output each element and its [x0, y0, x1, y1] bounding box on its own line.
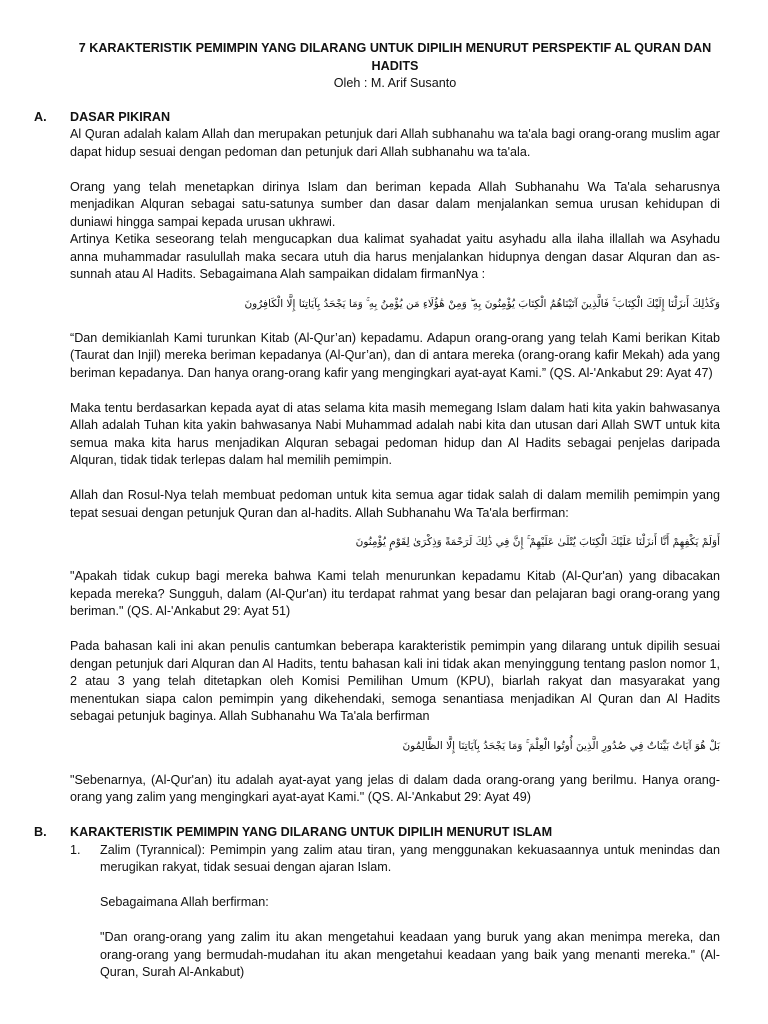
list-item-quote: "Dan orang-orang yang zalim itu akan mengetahui keadaan yang buruk yang akan menimpa mereka, dan orang-orang yang bermudah-mudahan itu akan mengetahui keadaan yang baik yang menanti mereka." (Al-Quran, Surah Al-Ankabut)	[100, 930, 720, 979]
paragraph: Artinya Ketika seseorang telah mengucapkan dua kalimat syahadat yaitu asyhadu alla ilaha illallah wa Asyhadu anna muhammadar rasulullah maka secara utuh dia harus menjalankan hidupnya dengan dasar Alquran dan as-sunnah atau Al Hadits. Sebagaimana Alah sampaikan didalam firmanNya :	[70, 232, 720, 281]
section-a-heading	[34, 109, 720, 127]
arabic-verse: أَوَلَمْ يَكْفِهِمْ أَنَّا أَنزَلْنَا عَلَيْكَ الْكِتَابَ يُتْلَىٰ عَلَيْهِمْ ۚ إِنَّ فِي ذَٰلِكَ لَرَحْمَةً وَذِكْرَىٰ لِقَوْمٍ يُؤْمِنُونَ	[355, 536, 720, 548]
list-item-subtext: Sebagaimana Allah berfirman:	[100, 895, 269, 909]
section-b-heading	[34, 824, 720, 842]
list-item-text: Zalim (Tyrannical): Pemimpin yang zalim atau tiran, yang menggunakan kekuasaannya untuk menindas dan merugikan rakyat, tidak sesuai dengan ajaran Islam.	[100, 842, 720, 874]
arabic-verse: وَكَذَٰلِكَ أَنزَلْنَا إِلَيْكَ الْكِتَابَ ۚ فَالَّذِينَ آتَيْنَاهُمُ الْكِتَابَ يُؤْمِنُونَ بِهِ ۖ وَمِنْ هَٰؤُلَاءِ مَن يُؤْمِنُ بِهِ ۚ وَمَا يَجْحَدُ بِآيَاتِنَا إِلَّا الْكَافِرُونَ	[244, 297, 720, 310]
list-item	[70, 842, 720, 982]
paragraph: Orang yang telah menetapkan dirinya Islam dan beriman kepada Allah Subhanahu Wa Ta'ala seharusnya menjadikan Alquran sebagai satu-satunya sumber dan dasar dalam menjalankan semua urusan kehidupan di duniawi hingga sampai kepada urusan ukhrawi.	[70, 179, 720, 229]
paragraph: "Apakah tidak cukup bagi mereka bahwa Kami telah menurunkan kepadamu Kitab (Al-Qur'an) yang dibacakan kepada mereka? Sungguh, dalam (Al-Qur'an) itu terdapat rahmat yang besar dan pelajaran bagi orang-orang yang beriman." (QS. Al-'Ankabut 29: Ayat 51)	[70, 569, 720, 618]
section-b-letter: B.	[34, 825, 47, 839]
paragraph: Allah dan Rosul-Nya telah membuat pedoman untuk kita semua agar tidak salah di dalam memilih pemimpin yang tepat sesuai dengan petunjuk Quran dan al-hadits. Allah Subhanahu Wa Ta'ala berfirman:	[70, 488, 720, 520]
paragraph: Maka tentu berdasarkan kepada ayat di atas selama kita masih memegang Islam dalam hati kita yakin bahwasanya Allah adalah Tuhan kita yakin bahwasanya Nabi Muhammad adalah nabi kita dan utusan dari Allah SWT untuk kita semua maka kita harus menjadikan Alquran sebagai pedoman hidup dan Al Hadits sebagai penjelas daripada Alquran, tidak tidak terlepas dalam hal memilih pemimpin.	[70, 400, 720, 467]
section-b-title: KARAKTERISTIK PEMIMPIN YANG DILARANG UNTUK DIPILIH MENURUT ISLAM	[70, 825, 553, 839]
section-a-title: DASAR PIKIRAN	[70, 109, 171, 124]
list-number: 1.	[70, 842, 81, 857]
arabic-verse: بَلْ هُوَ آيَاتٌ بَيِّنَاتٌ فِي صُدُورِ الَّذِينَ أُوتُوا الْعِلْمَ ۚ وَمَا يَجْحَدُ بِآيَاتِنَا إِلَّا الظَّالِمُونَ	[402, 739, 720, 752]
section-a-letter: A.	[34, 109, 47, 124]
document-title: 7 KARAKTERISTIK PEMIMPIN YANG DILARANG UNTUK DIPILIH MENURUT PERSPEKTIF AL QURAN DAN HADITS	[78, 41, 712, 73]
paragraph: “Dan demikianlah Kami turunkan Kitab (Al-Qur’an) kepadamu. Adapun orang-orang yang telah Kami berikan Kitab (Taurat dan Injil) mereka beriman kepadanya (Al-Qur’an), dan di antara mereka (orang-orang kafir Mekah) ada yang beriman kepadanya. Dan hanya orang-orang kafir yang mengingkari ayat-ayat Kami.” (QS. Al-'Ankabut 29: Ayat 47)	[70, 330, 720, 380]
paragraph: "Sebenarnya, (Al-Qur'an) itu adalah ayat-ayat yang jelas di dalam dada orang-orang yang berilmu. Hanya orang-orang yang zalim yang mengingkari ayat-ayat Kami." (QS. Al-'Ankabut 29: Ayat 49)	[70, 772, 720, 804]
paragraph: Pada bahasan kali ini akan penulis cantumkan beberapa karakteristik pemimpin yang dilarang untuk dipilih sesuai dengan petunjuk dari Alquran dan Al Hadits, tentu bahasan kali ini tidak akan menyinggung tentang paslon nomor 1, 2 atau 3 yang telah ditetapkan oleh Komisi Pemilihan Umum (KPU), biarlah rakyat dan masyarakat yang menentukan siapa calon pemimpin yang dikehendaki, semoga senantiasa menjadikan Al Quran dan Al Hadits sebagai petunjuk baginya. Allah Subhanahu Wa Ta'ala berfirman	[70, 639, 720, 723]
document-author: Oleh : M. Arif Susanto	[333, 76, 457, 90]
paragraph: Al Quran adalah kalam Allah dan merupakan petunjuk dari Allah subhanahu wa ta'ala bagi orang-orang muslim agar dapat hidup sesuai dengan pedoman dan petunjuk dari Allah subhanahu wa ta'ala.	[70, 127, 720, 159]
